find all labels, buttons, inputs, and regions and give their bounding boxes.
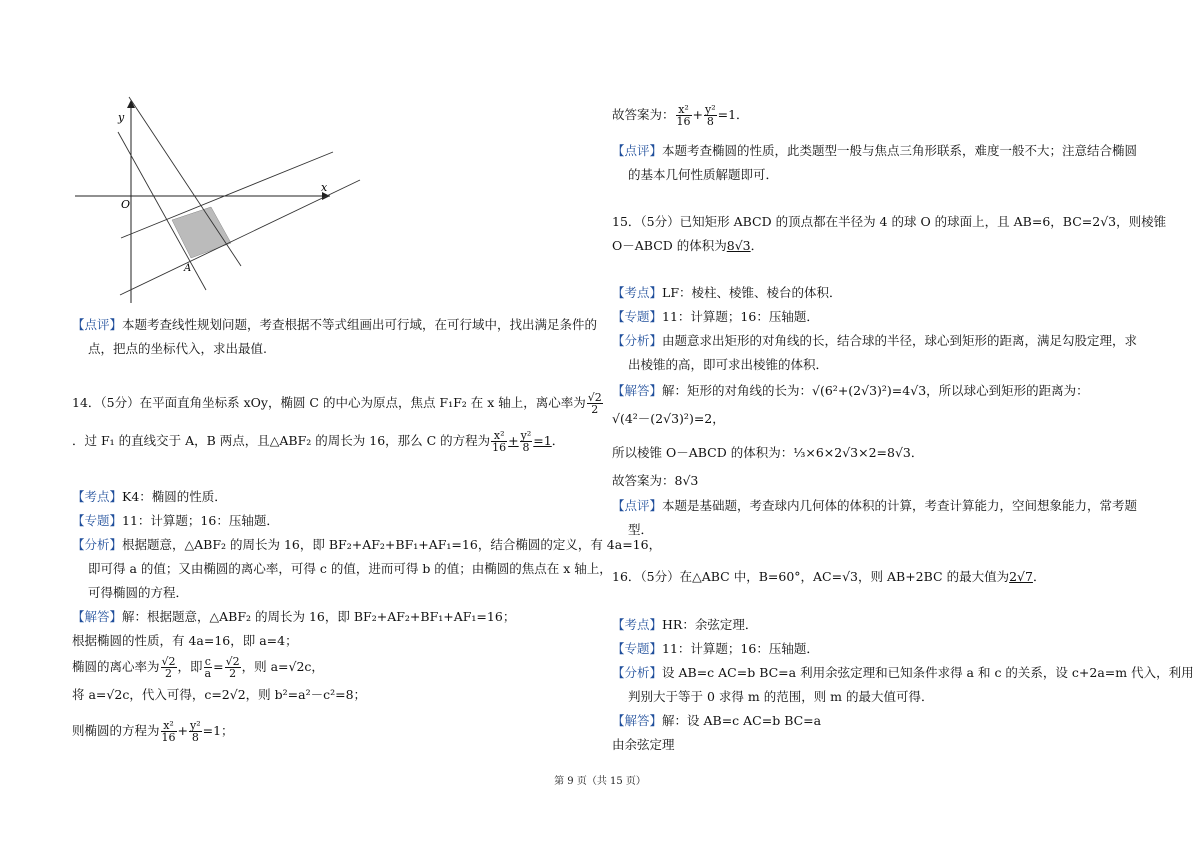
comment14-line1: 【点评】本题考查椭圆的性质，此类题型一般与焦点三角形联系，难度一般不大；注意结合椭圆 <box>612 143 1138 158</box>
q15-line1: 15．（5分）已知矩形 ABCD 的顶点都在半径为 4 的球 O 的球面上，且 AB=6，BC=2√3，则棱锥 <box>612 214 1167 229</box>
q16-fenxi2: 判别大于等于 0 求得 m 的范围，则 m 的最大值可得． <box>628 689 934 704</box>
q14-final-answer: 故答案为： $\frac{\text{x²}}{16}$ + $\frac{\text{y²}}{8}$ =1． <box>612 103 749 128</box>
q15-jieda1: 【解答】解：矩形的对角线的长为：√(6²+(2√3)²)=4√3，所以球心到矩形的距离为： <box>612 383 1089 398</box>
q15-fenxi1: 【分析】由题意求出矩形的对角线的长，结合球的半径，球心到矩形的距离，满足勾股定理，求 <box>612 333 1138 348</box>
q16-line1: 16．（5分）在△ABC 中，B=60°，AC=√3，则 AB+2BC 的最大值为2√7． <box>612 569 1046 584</box>
q15-line2: O－ABCD 的体积为8√3． <box>612 238 764 253</box>
origin-label: O <box>121 198 131 211</box>
page-footer: 第 9 页（共 15 页） <box>554 776 646 787</box>
q14-fenxi1: 【分析】根据题意，△ABF₂ 的周长为 16，即 BF₂+AF₂+BF₁+AF₁=16，结合椭圆的定义，有 4a=16， <box>72 537 662 552</box>
q14-line1: 14．（5分）在平面直角坐标系 xOy，椭圆 C 的中心为原点，焦点 F₁F₂ 在 x 轴上，离心率为 $\frac{√2}{2}$ <box>72 391 602 416</box>
q14-s3: 椭圆的离心率为 $\frac{√2}{2}$ ，即 $\frac{c}{a}$ = $\frac{√2}{2}$ ，则 a=√2c， <box>72 655 324 680</box>
q15-ans: 故答案为：8√3 <box>612 473 699 488</box>
comment13-line2: 点，把点的坐标代入，求出最值. <box>88 341 267 356</box>
q15-zhuanti: 【专题】11：计算题；16：压轴题． <box>612 309 819 324</box>
q16-zhuanti: 【专题】11：计算题；16：压轴题． <box>612 641 819 656</box>
q15-comment2: 型． <box>628 522 654 537</box>
x-label: x <box>321 181 328 194</box>
q15-comment1: 【点评】本题是基础题，考查球内几何体的体积的计算，考查计算能力，空间想象能力，常考题 <box>612 498 1138 513</box>
q14-fenxi3: 可得椭圆的方程． <box>88 585 189 600</box>
q16-jieda1: 【解答】解：设 AB=c AC=b BC=a <box>612 713 822 728</box>
q15-kaodian: 【考点】LF：棱柱、棱锥、棱台的体积． <box>612 285 842 300</box>
q14-answer: $\frac{\text{x²}}{16}$ + $\frac{\text{y²}}{8}$ =1 <box>492 429 552 454</box>
eccentricity-fraction: $\frac{√2}{2}$ <box>587 391 602 416</box>
q15-jieda2: √(4²－(2√3)²)=2， <box>612 411 725 426</box>
q14-kaodian: 【考点】K4：椭圆的性质． <box>72 489 227 504</box>
feasible-region <box>172 207 231 258</box>
q14-line2: ．过 F₁ 的直线交于 A，B 两点，且△ABF₂ 的周长为 16，那么 C 的方程为 $\frac{\text{x²}}{16}$ + $\frac{\text{y²}}{8}$ =1． <box>72 429 565 454</box>
q14-zhuanti: 【专题】11：计算题；16：压轴题． <box>72 513 279 528</box>
line-4 <box>120 180 360 295</box>
comment14-line2: 的基本几何性质解题即可． <box>628 167 779 182</box>
point-a-label: A <box>184 263 192 274</box>
q15-jieda3: 所以棱锥 O－ABCD 的体积为：⅓×6×2√3×2=8√3． <box>612 445 924 460</box>
comment13-line1: 【点评】本题考查线性规划问题，考查根据不等式组画出可行域，在可行域中，找出满足条件的 <box>72 317 598 332</box>
q14-s5: 则椭圆的方程为 $\frac{\text{x²}}{16}$ + $\frac{\text{y²}}{8}$ =1； <box>72 719 234 744</box>
q16-kaodian: 【考点】HR：余弦定理． <box>612 617 758 632</box>
y-label: y <box>118 111 125 124</box>
q14-jieda1: 【解答】解：根据题意，△ABF₂ 的周长为 16，即 BF₂+AF₂+BF₁+AF₁=16； <box>72 609 516 624</box>
q14-s2: 根据椭圆的性质，有 4a=16，即 a=4； <box>72 633 298 648</box>
q16-answer: 2√7 <box>1009 569 1033 584</box>
q15-answer: 8√3 <box>726 238 751 253</box>
feasible-region-graph <box>72 92 372 307</box>
q16-fenxi1: 【分析】设 AB=c AC=b BC=a 利用余弦定理和已知条件求得 a 和 c 的关系，设 c+2a=m 代入，利用 <box>612 665 1194 680</box>
q14-s4: 将 a=√2c，代入可得，c=2√2，则 b²=a²－c²=8； <box>72 687 367 702</box>
q16-jieda2: 由余弦定理 <box>612 737 675 752</box>
q14-fenxi2: 即可得 a 的值；又由椭圆的离心率，可得 c 的值，进而可得 b 的值；由椭圆的焦点在 x 轴上， <box>88 561 612 576</box>
q15-fenxi2: 出棱锥的高，即可求出棱锥的体积． <box>628 357 829 372</box>
